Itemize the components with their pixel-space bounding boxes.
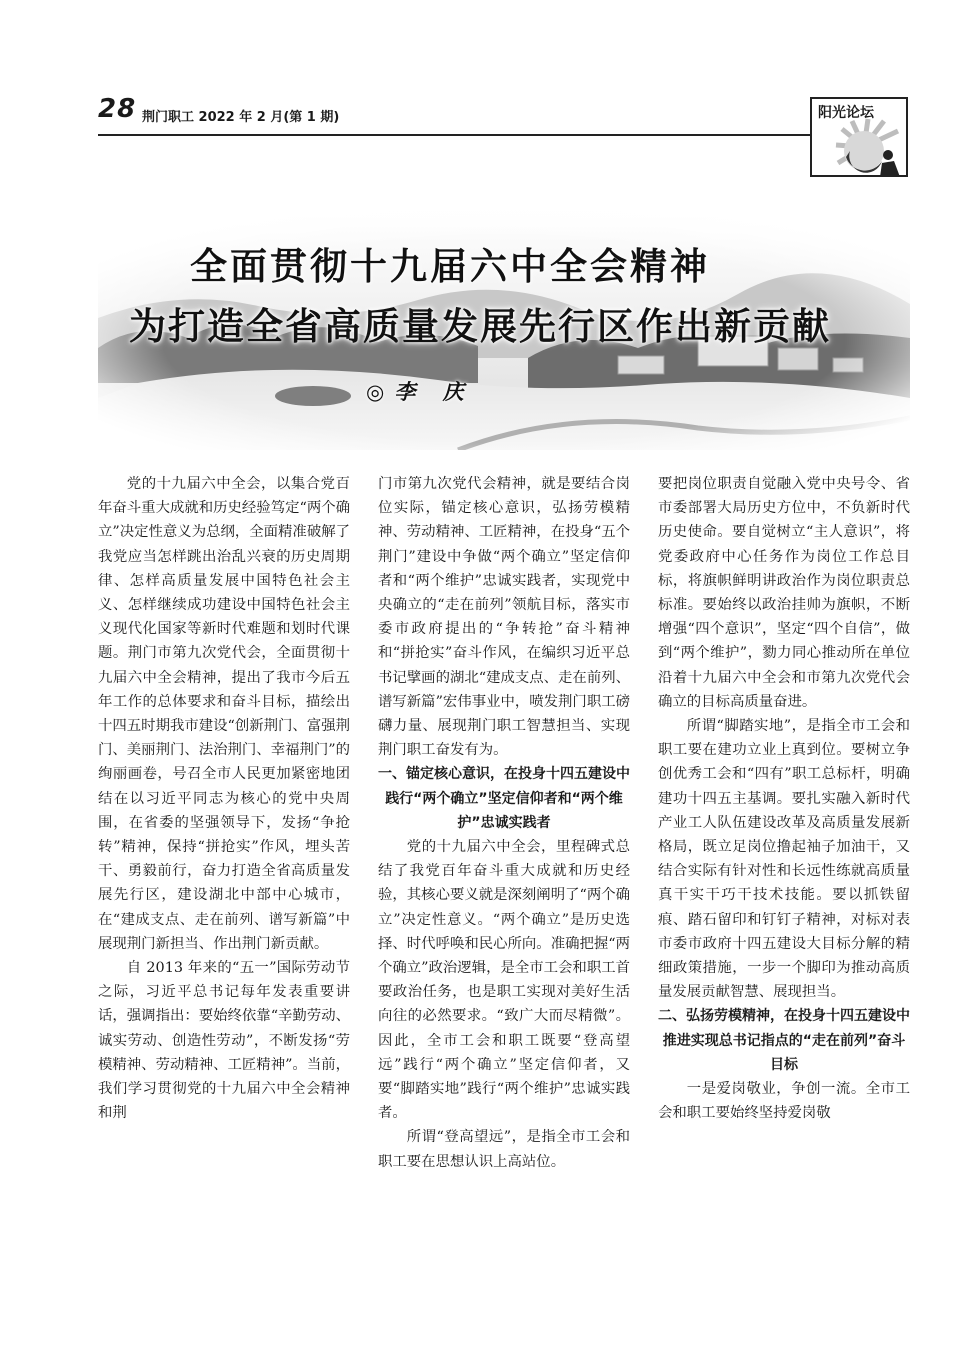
magazine-issue-info: 荆门职工 2022 年 2 月(第 1 期) (142, 110, 340, 125)
column-badge (810, 97, 908, 177)
article-author: ◎李 庆 (366, 379, 474, 404)
paragraph: 自 2013 年来的“五一”国际劳动节之际，习近平总书记每年发表重要讲话，强调指出：要始终依靠“辛勤劳动、诚实劳动、创造性劳动”，不断发扬“劳模精神、劳动精神、工匠精神”。当前，我们学习贯彻党的十九届六中全会精神和荆 (98, 960, 350, 1122)
article-column-3 (658, 472, 910, 1125)
paragraph: 所谓“脚踏实地”，是指全市工会和职工要在建功立业上真到位。要树立争创优秀工会和“四有”职工总标杆，明确建功十四五主基调。要扎实融入新时代产业工人队伍建设改革及高质量发展新格局，既立足岗位撸起袖子加油干，又结合实际有针对性和长远性练就高质量真干实干巧干技术技能。要以抓铁留痕、踏石留印和钉钉子精神，对标对表市委市政府十四五建设大目标分解的精细政策措施，一步一个脚印为推动高质量发展贡献智慧、展现担当。 (658, 718, 910, 1001)
paragraph: 党的十九届六中全会，里程碑式总结了我党百年奋斗重大成就和历史经验，其核心要义就是深刻阐明了“两个确立”决定性意义。“两个确立”是历史选择、时代呼唤和民心所向。准确把握“两个确立”政治逻辑，是全市工会和职工首要政治任务，也是职工实现对美好生活向往的必然要求。“致广大而尽精微”。因此，全市工会和职工既要“登高望远”践行“两个确立”坚定信仰者，又要“脚踏实地”践行“两个维护”忠诚实践者。 (378, 839, 630, 1122)
article-title-line-1: 全面贯彻十九届六中全会精神 (190, 245, 710, 288)
header-rule (98, 134, 810, 136)
section-heading-1: 一、锚定核心意识，在投身十四五建设中践行“两个确立”坚定信仰者和“两个维护”忠诚实践者 (378, 766, 630, 831)
article-title-line-2: 为打造全省高质量发展先行区作出新贡献 (129, 305, 831, 348)
page-number: 28 (98, 94, 137, 124)
section-heading-2: 二、弘扬劳模精神，在投身十四五建设中推进实现总书记指点的“走在前列”奋斗目标 (658, 1008, 910, 1073)
paragraph: 要把岗位职责自觉融入党中央号令、省市委部署大局历史方位中，不负新时代历史使命。要自觉树立“主人意识”，将党委政府中心任务作为岗位工作总目标，将旗帜鲜明讲政治作为岗位职责总标准。要始终以政治挂帅为旗帜，不断增强“四个意识”，坚定“四个自信”，做到“两个维护”，勠力同心推动所在单位沿着十九届六中全会和市第九次党代会确立的目标高质量奋进。 (658, 476, 910, 710)
column-name: 阳光论坛 (818, 105, 874, 121)
article-column-2 (378, 472, 630, 1174)
paragraph: 所谓“登高望远”，是指全市工会和职工要在思想认识上高站位。 (378, 1129, 630, 1170)
paragraph: 党的十九届六中全会，以集合党百年奋斗重大成就和历史经验笃定“两个确立”决定性意义为总纲，全面精准破解了我党应当怎样跳出治乱兴衰的历史周期律、怎样高质量发展中国特色社会主义、怎样继续成功建设中国特色社会主义现代化国家等新时代难题和划时代课题。荆门市第九次党代会，全面贯彻十九届六中全会精神，提出了我市今后五年工作的总体要求和奋斗目标，描绘出十四五时期我市建设“创新荆门、富强荆门、美丽荆门、法治荆门、幸福荆门”的绚丽画卷，号召全市人民更加紧密地团结在以习近平同志为核心的党中央周围，在省委的坚强领导下，发扬“争抢转”精神，保持“拼抢实”作风，埋头苦干、勇毅前行，奋力打造全省高质量发展先行区，建设湖北中部中心城市，在“建成支点、走在前列、谱写新篇”中展现荆门新担当、作出荆门新贡献。 (98, 476, 350, 952)
article-column-1 (98, 472, 350, 1125)
paragraph: 门市第九次党代会精神，就是要结合岗位实际，锚定核心意识，弘扬劳模精神、劳动精神、工匠精神，在投身“五个荆门”建设中争做“两个确立”坚定信仰者和“两个维护”忠诚实践者，实现党中央确立的“走在前列”领航目标，落实市委市政府提出的“争转抢”奋斗精神和“拼抢实”奋斗作风，在编织习近平总书记擘画的湖北“建成支点、走在前列、谱写新篇”宏伟事业中，喷发荆门职工磅礴力量、展现荆门职工智慧担当、实现荆门职工奋发有为。 (378, 476, 630, 759)
paragraph: 一是爱岗敬业，争创一流。全市工会和职工要始终坚持爱岗敬 (658, 1081, 910, 1122)
